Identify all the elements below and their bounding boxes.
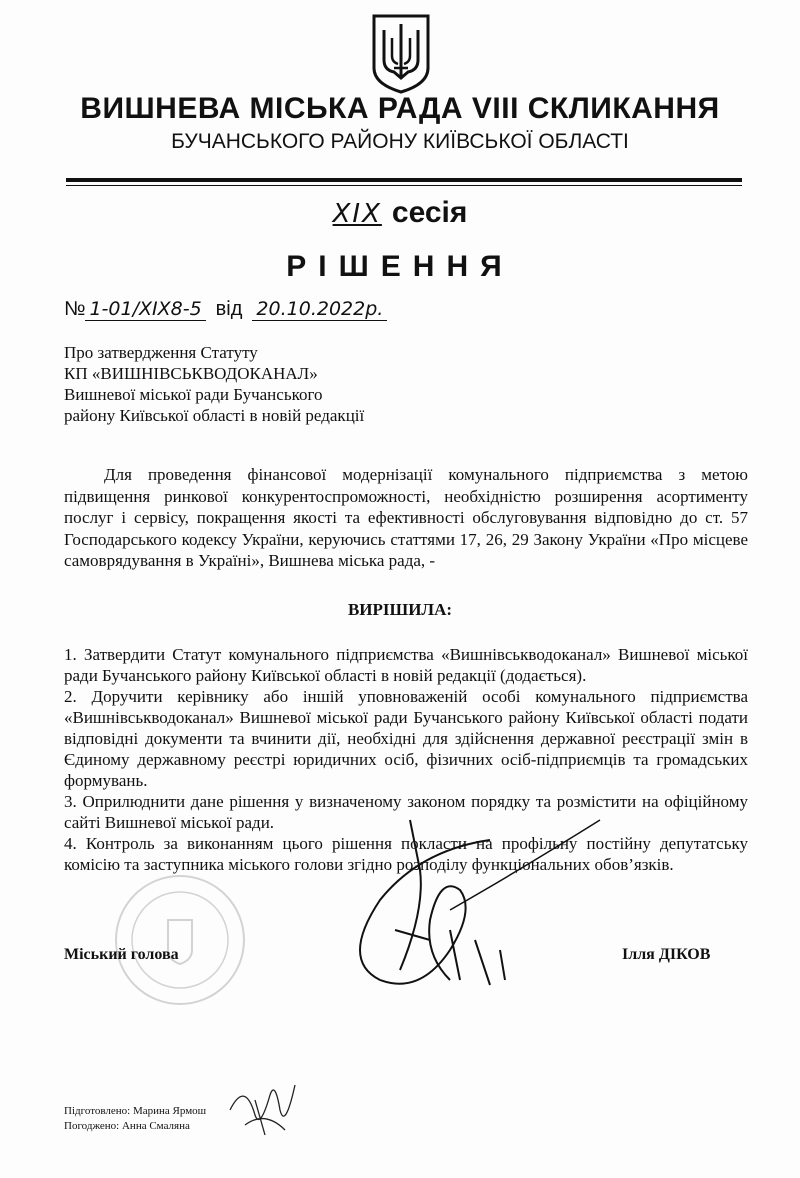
subject-line: району Київської області в новій редакції [64,406,365,425]
subject-line: Вишневої міської ради Бучанського [64,385,323,404]
date-prefix: від [215,298,243,320]
header-divider-thin [66,185,742,186]
number-prefix: № [64,298,86,320]
council-district: БУЧАНСЬКОГО РАЙОНУ КИЇВСЬКОЇ ОБЛАСТІ [171,130,629,153]
resolution-item: 1. Затвердити Статут комунального підприємства «Вишнівськводоканал» Вишневої міської ради Бучанського району Київської області в новій редакції (додається). [64,645,748,685]
decision-date: 20.10.2022р. [252,298,387,321]
resolution-item: 4. Контроль за виконанням цього рішення покласти на профільну постійну депутатську комісію та заступника міського голови згідно розподілу функціональних обов’язків. [64,834,748,874]
signatory-title: Міський голова [64,946,179,963]
prepared-by: Підготовлено: Марина Ярмош [64,1105,207,1117]
mayor-signature [300,780,660,1020]
subject-line: КП «ВИШНІВСЬКВОДОКАНАЛ» [64,364,318,383]
signatory-name: Ілля ДІКОВ [622,946,711,963]
coat-of-arms-icon [370,12,432,96]
session-label: сесія [391,196,468,229]
council-name: ВИШНЕВА МІСЬКА РАДА VIII СКЛИКАННЯ [80,92,720,125]
subject-line: Про затвердження Статуту [64,343,258,362]
decision-title: РІШЕННЯ [286,250,514,283]
decision-number: 1-01/XIX8-5 [85,298,205,321]
resolution-item: 3. Оприлюднити дане рішення у визначеному законом порядку та розмістити на офіційному сайті Вишневої міської ради. [64,792,748,832]
session-heading [0,196,800,230]
session-number: XIX [332,199,382,229]
resolution-item: 2. Доручити керівнику або іншій уповноваженій особі комунального підприємства «Вишнівськводоканал» Вишневої міської ради Бучанського району Київської області подати відповідні документи та вчинити дії, необхідні для здійснення державної реєстрації змін в Єдиному державному реєстрі юридичних осіб, фізичних осіб-підприємців та громадських формувань. [64,687,748,790]
resolved-heading: ВИРІШИЛА: [347,600,453,619]
decision-subject [64,342,394,426]
official-stamp-icon [110,870,250,1010]
footer-notes [64,1104,206,1134]
preamble-paragraph: Для проведення фінансової модернізації комунального підприємства з метою підвищення ринкової конкурентоспроможності, необхідністю розширення асортименту послуг і сервісу, покращення якості та ефективності обслуговування відповідно до ст. 57 Господарського кодексу України, керуючись статтями 17, 26, 29 Закону України «Про місцеве самоврядування в Україні», Вишнева міська рада, - [64,465,748,570]
header-divider [66,178,742,182]
agreed-by: Погоджено: Анна Смаляна [64,1120,190,1132]
preparer-signature [225,1070,305,1140]
decision-number-line [64,298,387,321]
